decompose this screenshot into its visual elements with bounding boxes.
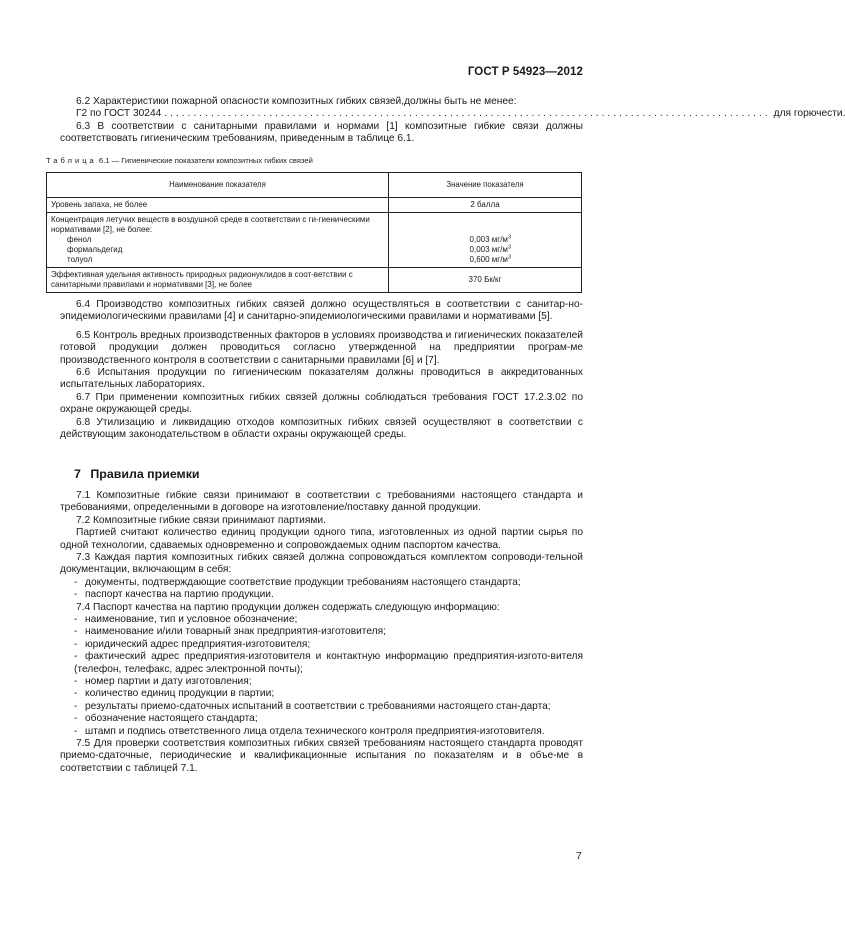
list-item-text: наименование, тип и условное обозначение; xyxy=(85,613,298,625)
superscript: 3 xyxy=(507,244,511,251)
superscript: 3 xyxy=(507,234,511,241)
hygiene-table xyxy=(46,172,582,293)
leader-value: для горючести. xyxy=(773,108,845,120)
substance-phenol: фенол xyxy=(67,235,92,245)
list-item-text: результаты приемо-сдаточных испытаний в соответствии с требованиями настоящего стан-дарта; xyxy=(85,700,551,712)
table-header-name: Наименование показателя xyxy=(47,173,389,198)
table-row xyxy=(47,268,582,293)
paragraph-7-2-batch: Партией считают количество единиц продукции одного типа, изготовленных из одной партии сырья по одной технологии, сдаваемых одновременно и сопровождаемых одним паспортом качества. xyxy=(60,527,583,551)
table-caption-prefix: Таблица xyxy=(46,155,97,165)
table-cell-value: 370 Бк/кг xyxy=(389,268,582,293)
list-item xyxy=(60,713,583,725)
list-item-text: обозначение настоящего стандарта; xyxy=(85,713,258,725)
list-item xyxy=(60,639,583,651)
list-item-text: номер партии и дату изготовления; xyxy=(85,676,252,687)
table-caption-text: 6.1 — Гигиенические показатели композитных гибких связей xyxy=(98,155,313,165)
list-item xyxy=(60,651,583,676)
paragraph-7-1: 7.1 Композитные гибкие связи принимают в соответствии с требованиями настоящего стандарта и требованиями, определенными в договоре на изготовление/поставку данной продукции. xyxy=(60,489,583,514)
superscript: 3 xyxy=(507,254,511,261)
list-item xyxy=(60,676,583,688)
list-item-text: паспорт качества на партию продукции. xyxy=(85,589,274,601)
list-dash: - xyxy=(74,613,78,625)
paragraph-7-2: 7.2 Композитные гибкие связи принимают партиями. xyxy=(76,514,326,526)
list-item xyxy=(60,614,583,626)
list-dash: - xyxy=(74,576,78,588)
list-item xyxy=(60,626,583,638)
list-dash: - xyxy=(74,725,78,737)
list-item-text: документы, подтверждающие соответствие продукции требованиям настоящего стандарта; xyxy=(85,576,521,588)
value-phenol xyxy=(393,235,511,245)
paragraph-7-5: 7.5 Для проверки соответствия композитных гибких связей требованиям настоящего стандарта проводят приемо-сдаточные, периодические и квалификационные испытания по показателям и в объе-ме в соответствии с таблицей 7.1. xyxy=(60,738,583,774)
table-cell-value: 2 балла xyxy=(389,198,582,213)
table-row xyxy=(47,198,582,213)
section-heading xyxy=(74,468,583,480)
list-item-text: наименование и/или товарный знак предприятия-изготовителя; xyxy=(85,626,386,638)
list-dash: - xyxy=(74,676,78,687)
list-dash: - xyxy=(74,638,78,650)
list-dash: - xyxy=(74,713,78,725)
paragraph-6-8: 6.8 Утилизацию и ликвидацию отходов композитных гибких связей осуществляют в соответствии с действующим законодательством в области охраны окружающей среды. xyxy=(60,416,583,441)
table-cell-name: Уровень запаха, не более xyxy=(47,198,389,213)
paragraph-6-3: 6.3 В соответствии с санитарными правилами и нормами [1] композитные гибкие связи должны соответствовать гигиеническим требованиям, приведенным в таблице 6.1. xyxy=(60,120,583,145)
table-cell-text: Концентрация летучих веществ в воздушной среде в соответствии с ги-гиеническими нормативами [2], не более: xyxy=(51,215,370,235)
list-dash: - xyxy=(74,700,78,712)
paragraph-7-4: 7.4 Паспорт качества на партию продукции должен содержать следующую информацию: xyxy=(76,601,500,613)
list-dash: - xyxy=(74,688,78,700)
leader-dots: ........................................................................................................ xyxy=(164,108,771,120)
paragraph-6-4: 6.4 Производство композитных гибких связей должно осуществляться в соответствии с санитар-но-эпидемиологическими правилами [4] и санитарно-эпидемиологическими правилами и нормативами [5]. xyxy=(60,299,583,323)
list-item xyxy=(60,688,583,700)
list-item xyxy=(60,726,583,738)
table-row xyxy=(47,213,582,268)
value-formaldehyde xyxy=(393,245,511,255)
leader-line-g2 xyxy=(60,108,845,120)
list-item xyxy=(60,589,583,601)
value-text: 0,003 мг/м xyxy=(469,245,508,255)
substance-toluene: толуол xyxy=(67,255,93,265)
leader-label: Г2 по ГОСТ 30244 xyxy=(76,108,162,120)
list-dash: - xyxy=(74,589,78,601)
substance-formaldehyde: формальдегид xyxy=(67,245,123,255)
paragraph-6-7: 6.7 При применении композитных гибких связей должны соблюдаться требования ГОСТ 17.2.3.02 по охране окружающей среды. xyxy=(60,391,583,416)
paragraph-6-5: 6.5 Контроль вредных производственных факторов в условиях производства и гигиенических показателей готовой продукции должен проводиться согласно утвержденной на предприятии програм-ме производственного контроля в соответствии с санитарными правилами [6] и [7]. xyxy=(60,329,583,366)
table-header-row xyxy=(47,173,582,198)
document-header: ГОСТ Р 54923—2012 xyxy=(467,66,583,78)
table-cell-name: Эффективная удельная активность природных радионуклидов в соот-ветствии с санитарными правилами и нормативами [3], не более xyxy=(47,268,389,293)
table-cell-name xyxy=(47,213,389,268)
paragraph-6-2: 6.2 Характеристики пожарной опасности композитных гибких связей,должны быть не менее: xyxy=(76,96,517,107)
value-text: 0,003 мг/м xyxy=(469,235,508,245)
list-item-text: штамп и подпись ответственного лица отдела технического контроля предприятия-изготовителя. xyxy=(85,725,545,737)
page-number: 7 xyxy=(576,850,582,862)
page-content xyxy=(46,96,845,775)
list-dash: - xyxy=(74,626,78,638)
section-title: Правила приемки xyxy=(90,466,200,481)
value-toluene xyxy=(393,255,511,265)
table-header-value: Значение показателя xyxy=(389,173,582,198)
paragraph-6-6: 6.6 Испытания продукции по гигиеническим показателям должны проводиться в аккредитованных испытательных лабораториях. xyxy=(60,367,583,391)
list-item-text: юридический адрес предприятия-изготовителя; xyxy=(85,638,311,650)
list-item xyxy=(60,577,583,589)
table-cell-value xyxy=(389,213,582,268)
paragraph-7-3: 7.3 Каждая партия композитных гибких связей должна сопровождаться комплектом сопроводи-тельной документации, включающим в себя: xyxy=(60,551,583,576)
list-item xyxy=(60,701,583,713)
table-caption xyxy=(46,155,583,167)
list-dash: - xyxy=(74,651,78,663)
list-item-text: количество единиц продукции в партии; xyxy=(85,688,275,700)
list-item-text: фактический адрес предприятия-изготовителя и контактную информацию предприятия-изгото-вителя (телефон, телефакс, адрес электронной почты); xyxy=(74,651,583,675)
section-number: 7 xyxy=(74,466,81,481)
value-text: 0,600 мг/м xyxy=(469,255,508,265)
